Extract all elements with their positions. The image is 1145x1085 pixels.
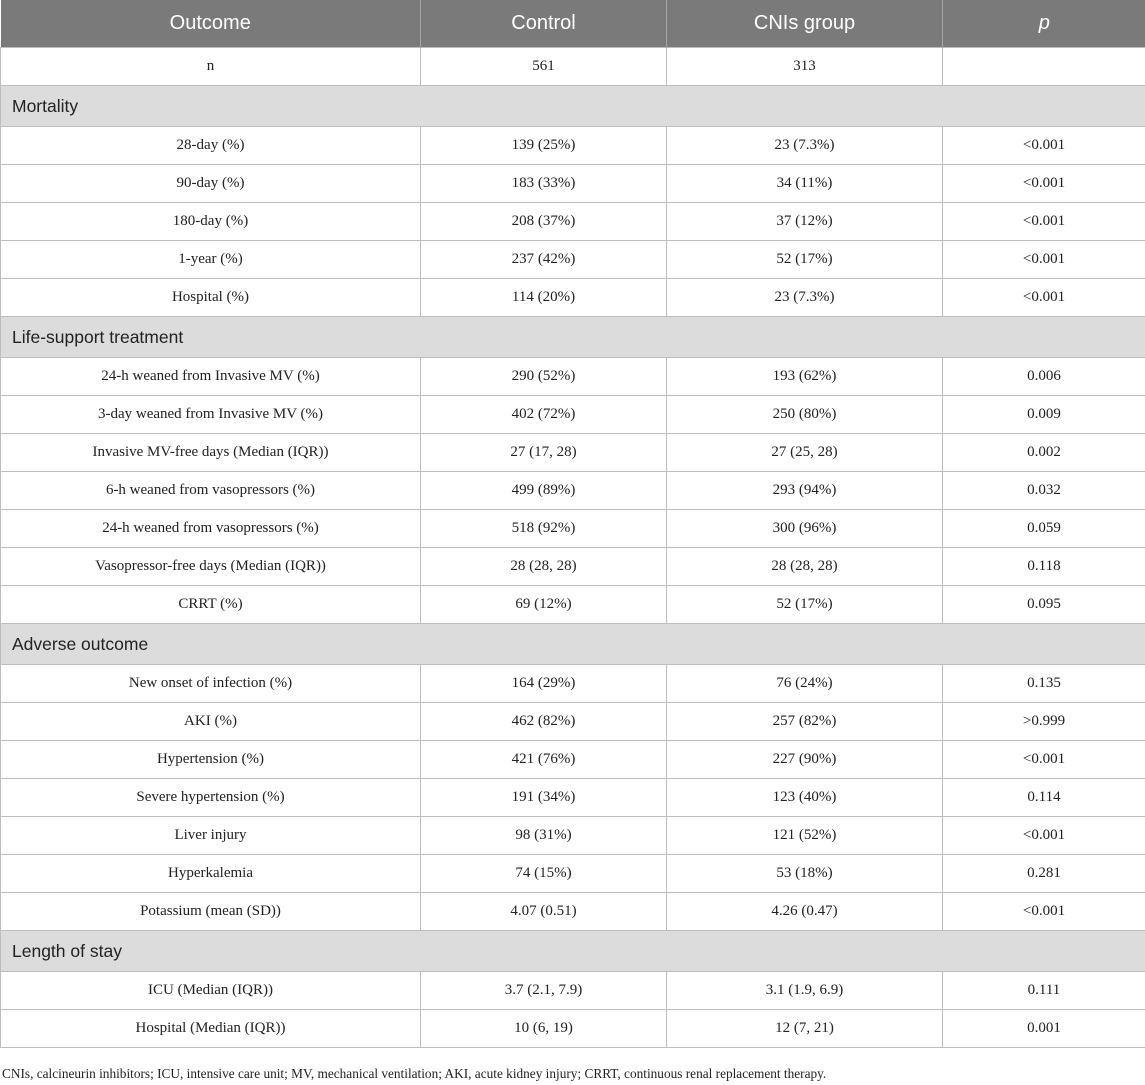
row-label: CRRT (%) xyxy=(1,586,421,624)
cell-p-value: <0.001 xyxy=(943,741,1145,779)
cell-cnis: 28 (28, 28) xyxy=(667,548,943,586)
cell-control: 499 (89%) xyxy=(421,472,667,510)
table-row xyxy=(1,548,1145,586)
cell-control: 518 (92%) xyxy=(421,510,667,548)
row-label: Potassium (mean (SD)) xyxy=(1,893,421,931)
cell-p-value: 0.002 xyxy=(943,434,1145,472)
cell-control: 290 (52%) xyxy=(421,358,667,396)
table-body xyxy=(1,48,1145,1048)
row-label: 28-day (%) xyxy=(1,127,421,165)
cell-control: 74 (15%) xyxy=(421,855,667,893)
table-row xyxy=(1,586,1145,624)
row-label: Hyperkalemia xyxy=(1,855,421,893)
cell-cnis: 23 (7.3%) xyxy=(667,279,943,317)
cell-cnis: 257 (82%) xyxy=(667,703,943,741)
cell-control: 4.07 (0.51) xyxy=(421,893,667,931)
row-label: 180-day (%) xyxy=(1,203,421,241)
cell-cnis: 52 (17%) xyxy=(667,241,943,279)
table-row xyxy=(1,279,1145,317)
n-label: n xyxy=(1,48,421,86)
cell-control: 421 (76%) xyxy=(421,741,667,779)
row-label: Hypertension (%) xyxy=(1,741,421,779)
cell-p-value: 0.059 xyxy=(943,510,1145,548)
cell-control: 191 (34%) xyxy=(421,779,667,817)
cell-control: 27 (17, 28) xyxy=(421,434,667,472)
table-row xyxy=(1,510,1145,548)
table-row xyxy=(1,434,1145,472)
cell-p-value: <0.001 xyxy=(943,203,1145,241)
table-row xyxy=(1,893,1145,931)
cell-p-value: <0.001 xyxy=(943,893,1145,931)
section-row xyxy=(1,317,1145,358)
cell-control: 237 (42%) xyxy=(421,241,667,279)
cell-control: 139 (25%) xyxy=(421,127,667,165)
cell-cnis: 300 (96%) xyxy=(667,510,943,548)
section-row xyxy=(1,624,1145,665)
table-row xyxy=(1,779,1145,817)
cell-control: 114 (20%) xyxy=(421,279,667,317)
cell-p-value: 0.095 xyxy=(943,586,1145,624)
row-label: Severe hypertension (%) xyxy=(1,779,421,817)
row-label: Hospital (Median (IQR)) xyxy=(1,1010,421,1048)
cell-control: 208 (37%) xyxy=(421,203,667,241)
cell-p-value: 0.001 xyxy=(943,1010,1145,1048)
cell-cnis: 37 (12%) xyxy=(667,203,943,241)
n-row xyxy=(1,48,1145,86)
table-footnote: CNIs, calcineurin inhibitors; ICU, intensive care unit; MV, mechanical ventilation; AKI, acute kidney injury; CRRT, continuous renal replacement therapy. xyxy=(2,1066,827,1081)
n-p xyxy=(943,48,1145,86)
header-cnis-group: CNIs group xyxy=(667,0,943,48)
cell-cnis: 53 (18%) xyxy=(667,855,943,893)
table-row xyxy=(1,817,1145,855)
cell-p-value: 0.111 xyxy=(943,972,1145,1010)
cell-cnis: 123 (40%) xyxy=(667,779,943,817)
cell-p-value: 0.118 xyxy=(943,548,1145,586)
cell-cnis: 23 (7.3%) xyxy=(667,127,943,165)
section-title: Adverse outcome xyxy=(1,624,1145,665)
table-row xyxy=(1,165,1145,203)
cell-p-value: >0.999 xyxy=(943,703,1145,741)
cell-p-value: <0.001 xyxy=(943,127,1145,165)
cell-cnis: 52 (17%) xyxy=(667,586,943,624)
table-row xyxy=(1,703,1145,741)
cell-cnis: 227 (90%) xyxy=(667,741,943,779)
table-row xyxy=(1,358,1145,396)
row-label: Hospital (%) xyxy=(1,279,421,317)
cell-p-value: 0.281 xyxy=(943,855,1145,893)
table-row xyxy=(1,396,1145,434)
header-outcome: Outcome xyxy=(1,0,421,48)
cell-control: 28 (28, 28) xyxy=(421,548,667,586)
row-label: Liver injury xyxy=(1,817,421,855)
row-label: 3-day weaned from Invasive MV (%) xyxy=(1,396,421,434)
cell-p-value: 0.006 xyxy=(943,358,1145,396)
cell-control: 69 (12%) xyxy=(421,586,667,624)
row-label: 1-year (%) xyxy=(1,241,421,279)
section-title: Life-support treatment xyxy=(1,317,1145,358)
table-row xyxy=(1,203,1145,241)
section-title: Mortality xyxy=(1,86,1145,127)
table-row xyxy=(1,972,1145,1010)
section-row xyxy=(1,86,1145,127)
n-cnis: 313 xyxy=(667,48,943,86)
row-label: AKI (%) xyxy=(1,703,421,741)
cell-cnis: 193 (62%) xyxy=(667,358,943,396)
table-row xyxy=(1,741,1145,779)
cell-p-value: <0.001 xyxy=(943,165,1145,203)
table-row xyxy=(1,241,1145,279)
cell-cnis: 27 (25, 28) xyxy=(667,434,943,472)
cell-p-value: <0.001 xyxy=(943,241,1145,279)
row-label: 24-h weaned from Invasive MV (%) xyxy=(1,358,421,396)
header-control: Control xyxy=(421,0,667,48)
cell-cnis: 34 (11%) xyxy=(667,165,943,203)
row-label: 6-h weaned from vasopressors (%) xyxy=(1,472,421,510)
row-label: ICU (Median (IQR)) xyxy=(1,972,421,1010)
cell-control: 402 (72%) xyxy=(421,396,667,434)
cell-control: 10 (6, 19) xyxy=(421,1010,667,1048)
cell-cnis: 4.26 (0.47) xyxy=(667,893,943,931)
table-row xyxy=(1,665,1145,703)
section-row xyxy=(1,931,1145,972)
cell-p-value: 0.114 xyxy=(943,779,1145,817)
cell-p-value: 0.009 xyxy=(943,396,1145,434)
header-p-value: p xyxy=(943,0,1145,48)
row-label: 90-day (%) xyxy=(1,165,421,203)
cell-control: 183 (33%) xyxy=(421,165,667,203)
cell-p-value: 0.032 xyxy=(943,472,1145,510)
cell-cnis: 250 (80%) xyxy=(667,396,943,434)
cell-control: 164 (29%) xyxy=(421,665,667,703)
row-label: New onset of infection (%) xyxy=(1,665,421,703)
cell-control: 462 (82%) xyxy=(421,703,667,741)
cell-p-value: <0.001 xyxy=(943,279,1145,317)
cell-control: 98 (31%) xyxy=(421,817,667,855)
row-label: Vasopressor-free days (Median (IQR)) xyxy=(1,548,421,586)
n-control: 561 xyxy=(421,48,667,86)
table-row xyxy=(1,855,1145,893)
header-row xyxy=(1,0,1145,48)
cell-cnis: 121 (52%) xyxy=(667,817,943,855)
section-title: Length of stay xyxy=(1,931,1145,972)
table-row xyxy=(1,472,1145,510)
cell-cnis: 76 (24%) xyxy=(667,665,943,703)
cell-cnis: 12 (7, 21) xyxy=(667,1010,943,1048)
cell-cnis: 3.1 (1.9, 6.9) xyxy=(667,972,943,1010)
cell-p-value: <0.001 xyxy=(943,817,1145,855)
cell-p-value: 0.135 xyxy=(943,665,1145,703)
table-row xyxy=(1,127,1145,165)
cell-control: 3.7 (2.1, 7.9) xyxy=(421,972,667,1010)
table-row xyxy=(1,1010,1145,1048)
row-label: 24-h weaned from vasopressors (%) xyxy=(1,510,421,548)
row-label: Invasive MV-free days (Median (IQR)) xyxy=(1,434,421,472)
cell-cnis: 293 (94%) xyxy=(667,472,943,510)
